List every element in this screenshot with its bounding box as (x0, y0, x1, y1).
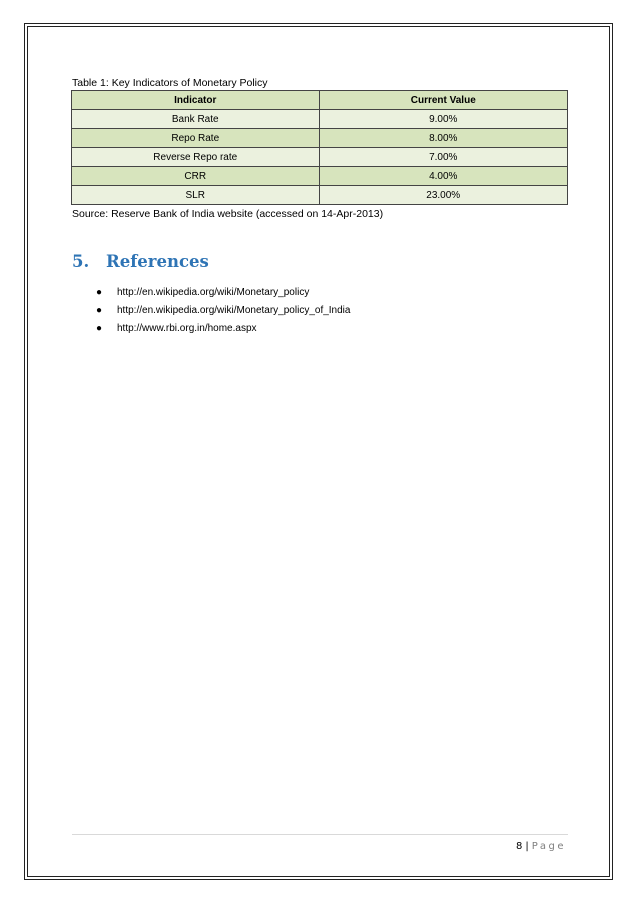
value-cell: 9.00% (319, 110, 568, 129)
list-item (96, 302, 350, 320)
bullet-icon: ● (96, 323, 103, 334)
indicator-cell: SLR (72, 186, 320, 205)
table-row (72, 148, 568, 167)
table-source-note: Source: Reserve Bank of India website (accessed on 14-Apr-2013) (72, 208, 384, 220)
indicator-cell: Bank Rate (72, 110, 320, 129)
column-header-current-value: Current Value (319, 91, 568, 110)
list-item (96, 284, 350, 302)
references-list (96, 284, 350, 338)
list-item (96, 320, 350, 338)
page-label: Page (531, 841, 566, 852)
value-cell: 8.00% (319, 129, 568, 148)
reference-link[interactable]: http://www.rbi.org.in/home.aspx (117, 323, 257, 334)
indicator-cell: Repo Rate (72, 129, 320, 148)
footer-divider (72, 834, 568, 835)
table-row (72, 167, 568, 186)
table-row (72, 110, 568, 129)
value-cell: 23.00% (319, 186, 568, 205)
section-number: 5. (72, 252, 90, 271)
reference-link[interactable]: http://en.wikipedia.org/wiki/Monetary_policy (117, 287, 310, 298)
bullet-icon: ● (96, 305, 103, 316)
table-row (72, 186, 568, 205)
table-row (72, 129, 568, 148)
table-header-row (72, 91, 568, 110)
indicators-table (71, 90, 568, 205)
section-title: References (106, 252, 209, 271)
column-header-indicator: Indicator (72, 91, 320, 110)
section-heading (72, 252, 209, 271)
value-cell: 7.00% (319, 148, 568, 167)
page-number: 8 (516, 841, 523, 852)
table-caption: Table 1: Key Indicators of Monetary Policy (72, 77, 268, 89)
indicator-cell: CRR (72, 167, 320, 186)
value-cell: 4.00% (319, 167, 568, 186)
reference-link[interactable]: http://en.wikipedia.org/wiki/Monetary_policy_of_India (117, 305, 351, 316)
bullet-icon: ● (96, 287, 103, 298)
footer-separator: | (525, 841, 529, 852)
page-footer (516, 841, 566, 852)
indicator-cell: Reverse Repo rate (72, 148, 320, 167)
